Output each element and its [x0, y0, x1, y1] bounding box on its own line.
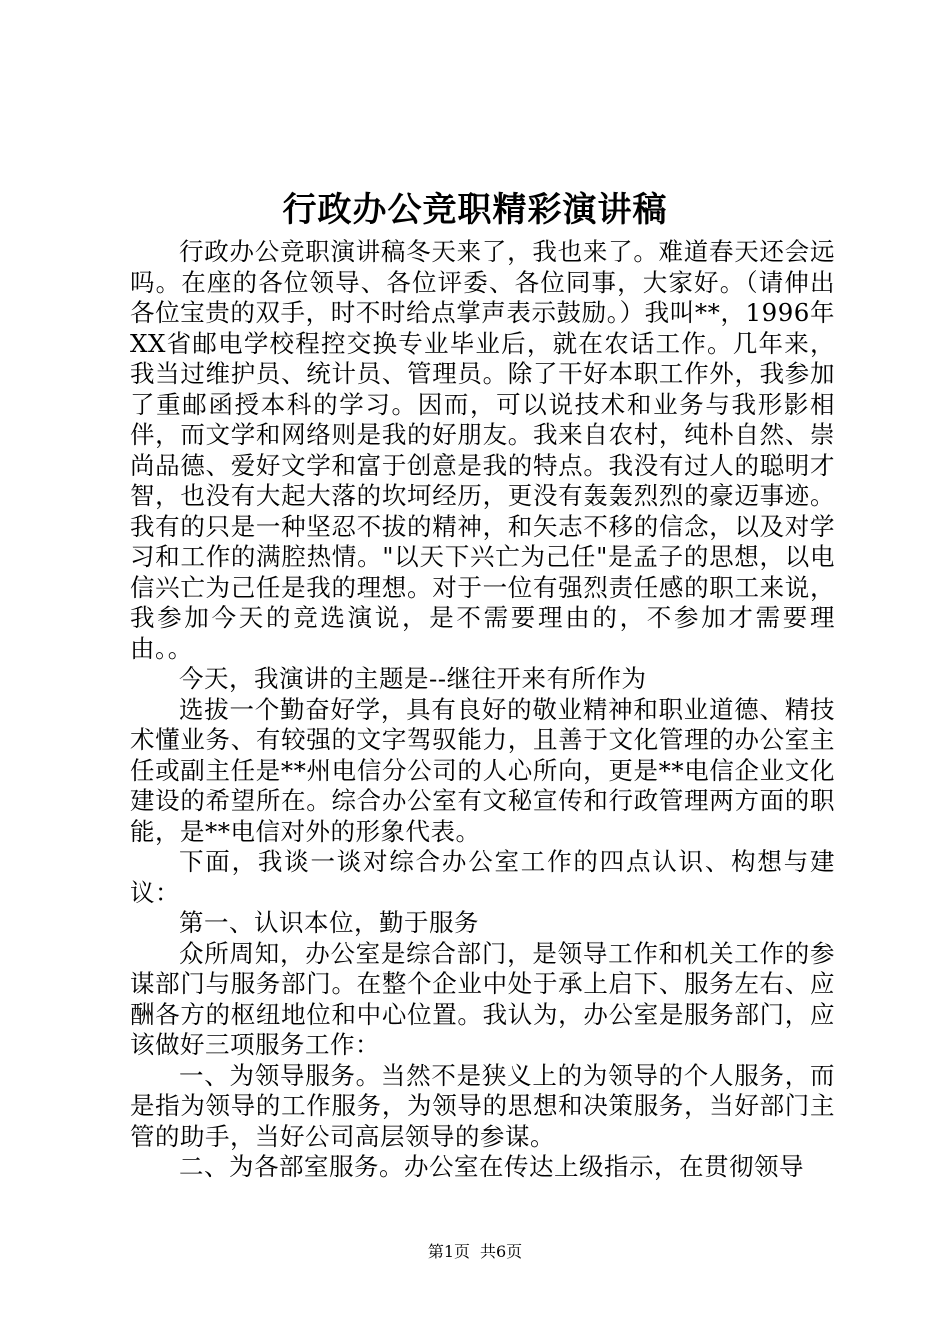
page-footer	[0, 1240, 950, 1264]
paragraph-serve-departments: 二、为各部室服务。办公室在传达上级指示，在贯彻领导	[179, 1152, 804, 1181]
document-title: 行政办公竞职精彩演讲稿	[282, 190, 668, 230]
document-body	[130, 237, 835, 1183]
paragraph-outline: 下面，我谈一谈对综合办公室工作的四点认识、构想与建议：	[130, 847, 835, 907]
page-total: 共6页	[480, 1242, 523, 1261]
section-heading-first: 第一、认识本位，勤于服务	[179, 908, 479, 937]
paragraph-office-role: 众所周知，办公室是综合部门，是领导工作和机关工作的参谋部门与服务部门。在整个企业中处于承上启下、服务左右、应酬各方的枢纽地位和中心位置。我认为，办公室是服务部门，应该做好三项服务工作：	[130, 938, 835, 1059]
paragraph-intro: 行政办公竞职演讲稿冬天来了，我也来了。难道春天还会远吗。在座的各位领导、各位评委、各位同事，大家好。（请伸出各位宝贵的双手，时不时给点掌声表示鼓励。）我叫**，1996年XX省邮电学校程控交换专业毕业后，就在农话工作。几年来，我当过维护员、统计员、管理员。除了干好本职工作外，我参加了重邮函授本科的学习。因而，可以说技术和业务与我形影相伴，而文学和网络则是我的好朋友。我来自农村，纯朴自然、崇尚品德、爱好文学和富于创意是我的特点。我没有过人的聪明才智，也没有大起大落的坎坷经历，更没有轰轰烈烈的豪迈事迹。我有的只是一种坚忍不拔的精神，和矢志不移的信念，以及对学习和工作的满腔热情。"以天下兴亡为己任"是孟子的思想，以电信兴亡为己任是我的理想。对于一位有强烈责任感的职工来说，我参加今天的竞选演说，是不需要理由的，不参加才需要理由。。	[130, 237, 835, 663]
paragraph-selection: 选拔一个勤奋好学，具有良好的敬业精神和职业道德、精技术懂业务、有较强的文字驾驭能力，且善于文化管理的办公室主任或副主任是**州电信分公司的人心所向，更是**电信企业文化建设的希望所在。综合办公室有文秘宣传和行政管理两方面的职能，是**电信对外的形象代表。	[130, 694, 835, 846]
paragraph-serve-leaders: 一、为领导服务。当然不是狭义上的为领导的个人服务，而是指为领导的工作服务，为领导的思想和决策服务，当好部门主管的助手，当好公司高层领导的参谋。	[130, 1060, 835, 1151]
page-number: 第1页	[427, 1242, 470, 1261]
paragraph-theme: 今天，我演讲的主题是--继往开来有所作为	[179, 664, 647, 693]
